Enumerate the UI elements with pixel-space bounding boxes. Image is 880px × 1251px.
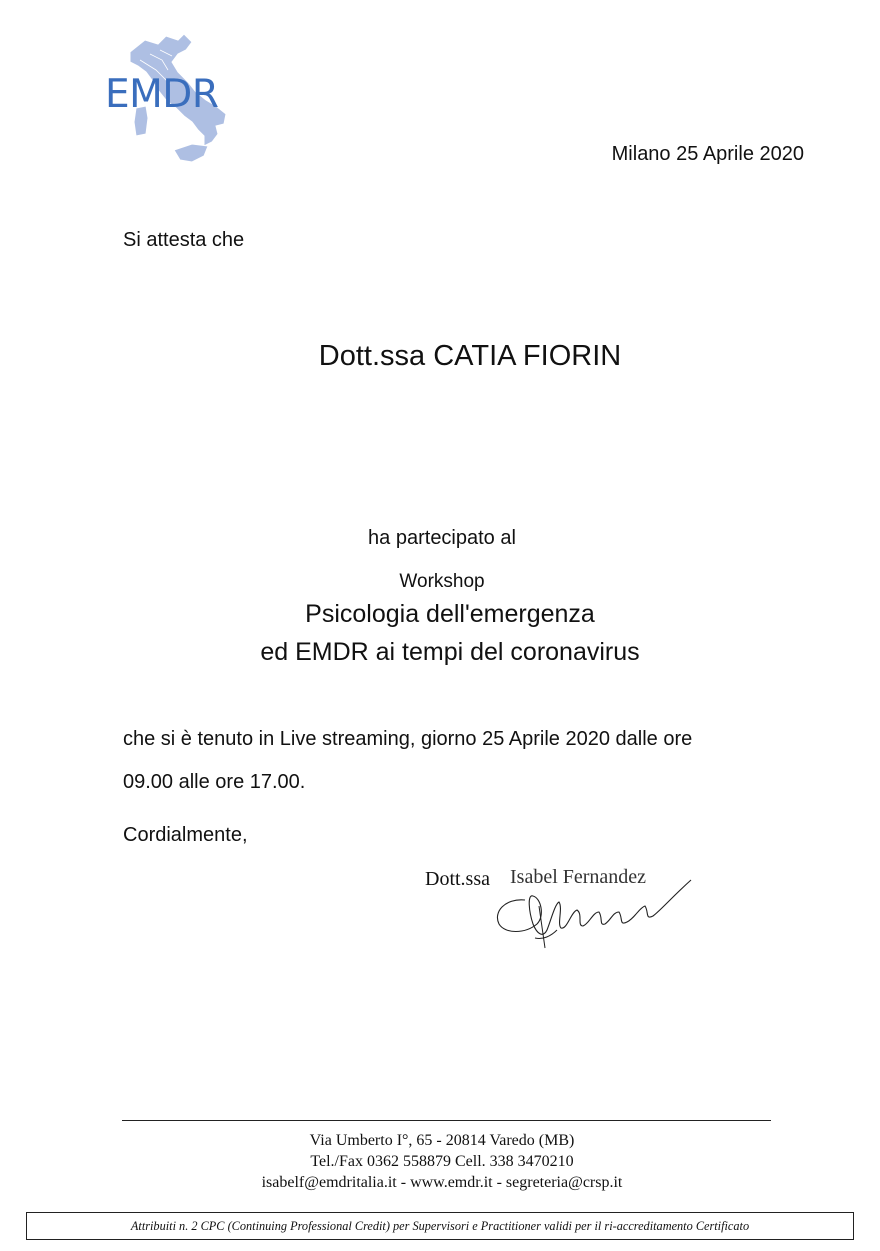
signer-name: Isabel Fernandez: [510, 866, 647, 888]
footer-phones: Tel./Fax 0362 558879 Cell. 338 3470210: [310, 1153, 574, 1170]
letter-date: Milano 25 Aprile 2020: [611, 143, 804, 165]
emdr-logo: [100, 30, 245, 170]
intro-text: Si attesta che: [123, 229, 245, 251]
event-title-line2: ed EMDR ai tempi del coronavirus: [260, 638, 640, 666]
accreditation-notice: Attribuiti n. 2 CPC (Continuing Professional Credit) per Supervisori e Practitioner validi per il ri-accreditamento Certificato: [26, 1212, 854, 1240]
event-type: Workshop: [399, 571, 485, 592]
handwritten-signature: [485, 868, 705, 958]
closing-text: Cordialmente,: [123, 824, 248, 846]
participation-text: ha partecipato al: [368, 527, 516, 549]
signer-title: Dott.ssa: [425, 868, 490, 890]
footer-divider: [122, 1120, 771, 1121]
logo-text: EMDR: [105, 72, 219, 117]
recipient-name: Dott.ssa CATIA FIORIN: [318, 340, 622, 372]
footer-contacts: isabelf@emdritalia.it - www.emdr.it - segreteria@crsp.it: [261, 1174, 623, 1191]
body-text-line2: 09.00 alle ore 17.00.: [123, 771, 306, 793]
footer-address: Via Umberto I°, 65 - 20814 Varedo (MB): [309, 1132, 575, 1149]
body-text-line1: che si è tenuto in Live streaming, giorno 25 Aprile 2020 dalle ore: [123, 728, 693, 750]
event-title-line1: Psicologia dell'emergenza: [305, 600, 595, 628]
